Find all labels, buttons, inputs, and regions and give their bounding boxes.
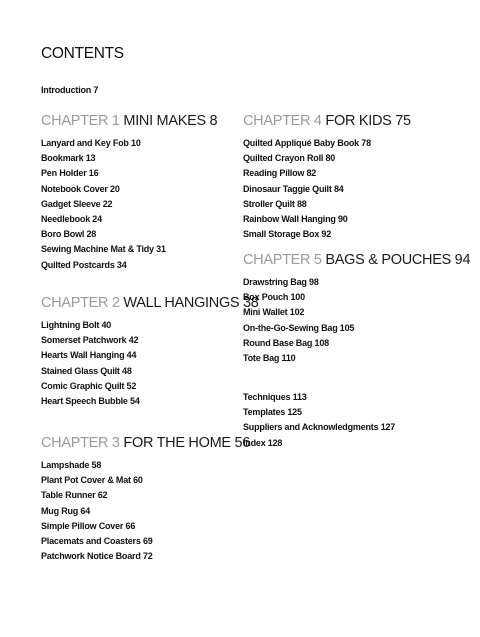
chapter-title: BAGS & POUCHES 94 bbox=[325, 252, 471, 268]
back-matter-entries bbox=[243, 390, 395, 451]
introduction-entry: Introduction 7 bbox=[41, 85, 99, 95]
chapter-5-section bbox=[243, 251, 470, 366]
toc-entry: Box Pouch 100 bbox=[243, 292, 305, 303]
chapter-title: FOR KIDS 75 bbox=[325, 113, 411, 129]
chapter-3-heading bbox=[41, 434, 250, 452]
toc-entry: Dinosaur Taggie Quilt 84 bbox=[243, 183, 344, 194]
chapter-label: CHAPTER 5 bbox=[243, 252, 322, 268]
toc-entry: Lampshade 58 bbox=[41, 460, 102, 470]
toc-entry: Templates 125 bbox=[243, 407, 302, 418]
toc-entry: Lightning Bolt 40 bbox=[41, 320, 112, 330]
chapter-2-heading bbox=[41, 294, 259, 312]
toc-entry: Quilted Postcards 34 bbox=[41, 259, 127, 270]
toc-entry: Drawstring Bag 98 bbox=[243, 277, 319, 287]
toc-entry: Plant Pot Cover & Mat 60 bbox=[41, 475, 143, 486]
chapter-title: MINI MAKES 8 bbox=[123, 113, 218, 129]
toc-entry: Hearts Wall Hanging 44 bbox=[41, 350, 137, 361]
chapter-1-section bbox=[41, 112, 217, 273]
toc-entry: Heart Speech Bubble 54 bbox=[41, 395, 140, 406]
toc-entry: Boro Bowl 28 bbox=[41, 229, 97, 240]
chapter-label: CHAPTER 3 bbox=[41, 435, 120, 451]
toc-entry: Lanyard and Key Fob 10 bbox=[41, 138, 141, 148]
chapter-title: FOR THE HOME 56 bbox=[123, 435, 250, 451]
toc-entry: Stroller Quilt 88 bbox=[243, 198, 307, 209]
chapter-4-section bbox=[243, 112, 411, 242]
toc-entry: Quilted Appliqué Baby Book 78 bbox=[243, 138, 371, 148]
chapter-1-heading bbox=[41, 112, 217, 130]
toc-entry: Comic Graphic Quilt 52 bbox=[41, 380, 137, 391]
toc-entry: Bookmark 13 bbox=[41, 153, 96, 164]
page-title: CONTENTS bbox=[41, 45, 124, 62]
chapter-3-section bbox=[41, 434, 250, 564]
chapter-2-entries bbox=[41, 318, 259, 409]
toc-entry: Notebook Cover 20 bbox=[41, 183, 120, 194]
toc-entry: Techniques 113 bbox=[243, 392, 307, 402]
toc-entry: Mini Wallet 102 bbox=[243, 307, 305, 318]
toc-entry: Placemats and Coasters 69 bbox=[41, 535, 153, 546]
toc-entry: Small Storage Box 92 bbox=[243, 229, 332, 240]
toc-entry: Rainbow Wall Hanging 90 bbox=[243, 213, 348, 224]
chapter-3-entries bbox=[41, 458, 250, 564]
toc-entry: Mug Rug 64 bbox=[41, 505, 90, 516]
toc-entry: On-the-Go-Sewing Bag 105 bbox=[243, 322, 355, 333]
chapter-title: WALL HANGINGS 38 bbox=[123, 295, 259, 311]
chapter-4-heading bbox=[243, 112, 411, 130]
chapter-4-entries bbox=[243, 136, 411, 242]
toc-entry: Tote Bag 110 bbox=[243, 352, 296, 363]
toc-entry: Quilted Crayon Roll 80 bbox=[243, 153, 336, 164]
chapter-label: CHAPTER 4 bbox=[243, 113, 322, 129]
chapter-5-heading bbox=[243, 251, 470, 269]
toc-entry: Reading Pillow 82 bbox=[243, 168, 317, 179]
toc-entry: Stained Glass Quilt 48 bbox=[41, 365, 132, 376]
chapter-5-entries bbox=[243, 275, 470, 366]
toc-entry: Needlebook 24 bbox=[41, 213, 102, 224]
chapter-2-section bbox=[41, 294, 259, 409]
chapter-1-entries bbox=[41, 136, 217, 273]
chapter-label: CHAPTER 2 bbox=[41, 295, 120, 311]
toc-entry: Suppliers and Acknowledgments 127 bbox=[243, 422, 396, 433]
toc-entry: Index 128 bbox=[243, 437, 283, 448]
toc-entry: Somerset Patchwork 42 bbox=[41, 335, 139, 346]
toc-entry: Simple Pillow Cover 66 bbox=[41, 520, 136, 531]
toc-entry: Round Base Bag 108 bbox=[243, 337, 329, 348]
toc-entry: Gadget Sleeve 22 bbox=[41, 198, 113, 209]
toc-entry: Sewing Machine Mat & Tidy 31 bbox=[41, 244, 166, 255]
toc-entry: Pen Holder 16 bbox=[41, 168, 99, 179]
toc-entry: Table Runner 62 bbox=[41, 490, 108, 501]
chapter-label: CHAPTER 1 bbox=[41, 113, 120, 129]
back-matter-section bbox=[243, 390, 395, 451]
toc-entry: Patchwork Notice Board 72 bbox=[41, 551, 153, 562]
